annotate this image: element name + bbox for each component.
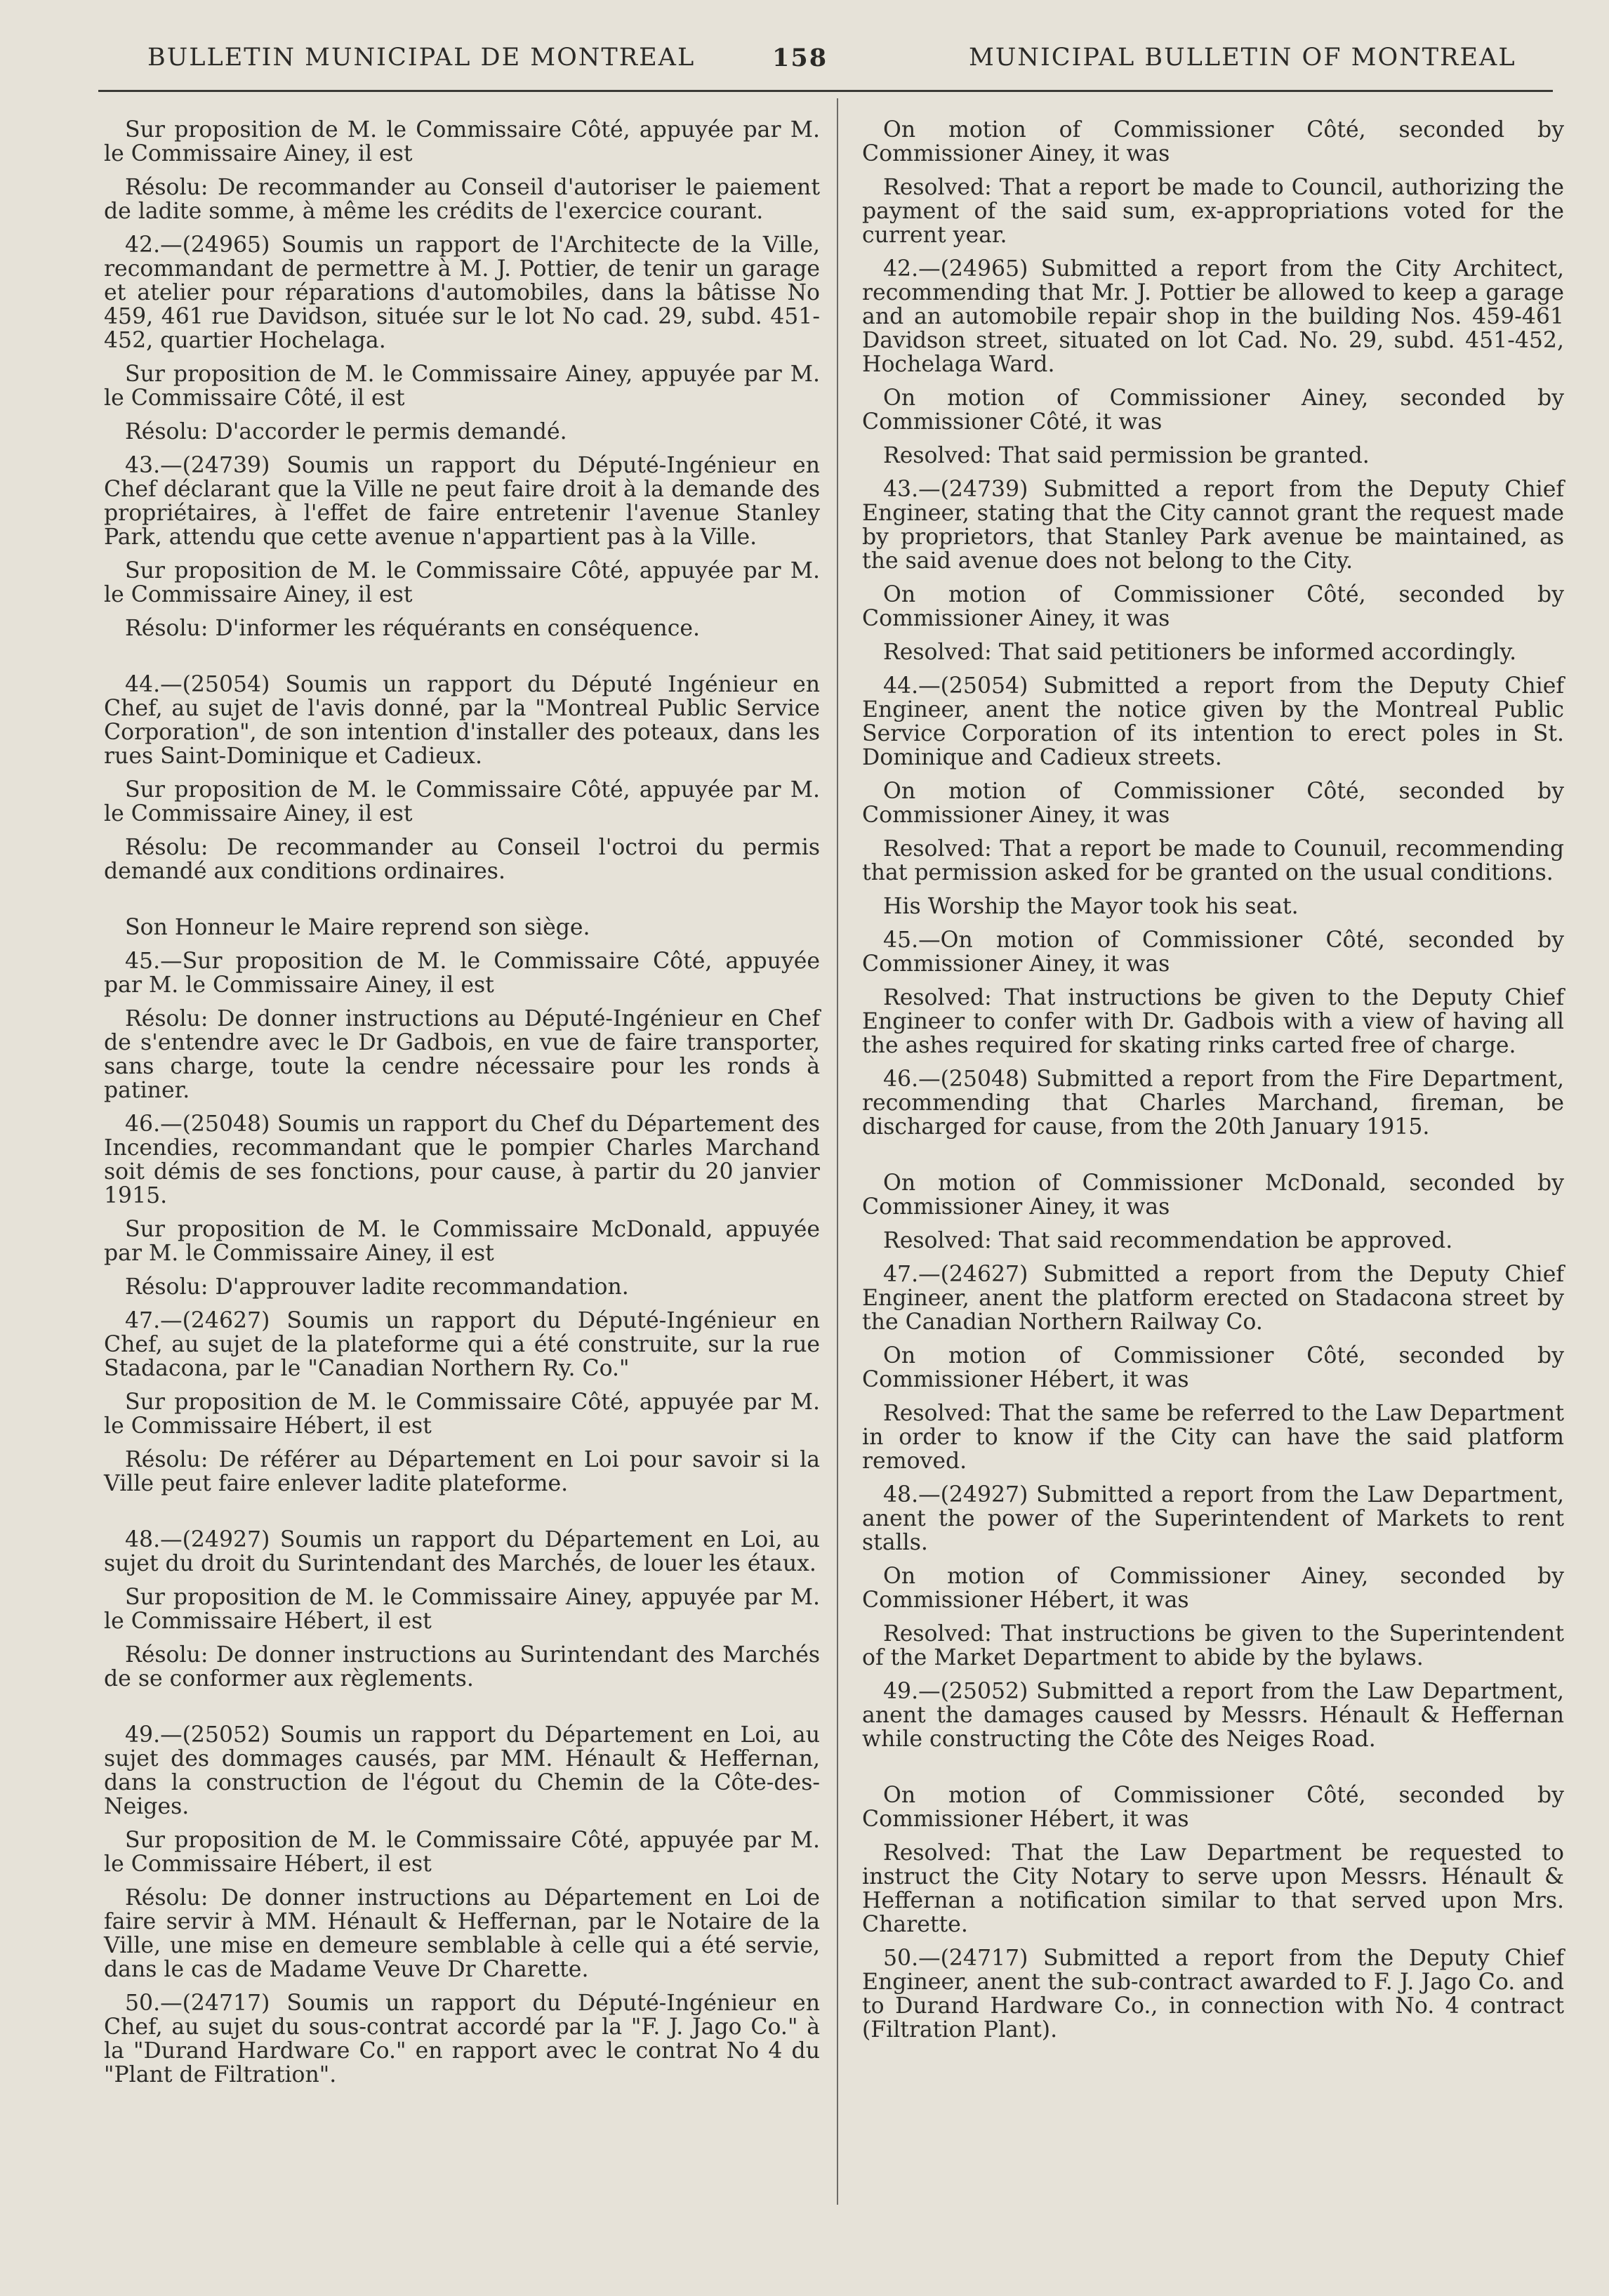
- paragraph: Resolved: That instructions be given to the Superintendent of the Market Department to abide by the bylaws.: [862, 1621, 1564, 1670]
- paragraph: Sur proposition de M. le Commissaire Côté, appuyée par M. le Commissaire Hébert, il est: [104, 1390, 820, 1439]
- paragraph: 49.—(25052) Soumis un rapport du Département en Loi, au sujet des dommages causés, par MM. Hénault & Heffernan, dans la construction de l'égout du Chemin de la Côte-des-Neiges.: [104, 1722, 820, 1819]
- paragraph: 48.—(24927) Soumis un rapport du Département en Loi, au sujet du droit du Surintendant des Marchés, de louer les étaux.: [104, 1527, 820, 1576]
- paragraph: On motion of Commissioner Côté, seconded by Commissioner Ainey, it was: [862, 117, 1564, 166]
- paragraph: Sur proposition de M. le Commissaire Côté, appuyée par M. le Commissaire Ainey, il est: [104, 558, 820, 607]
- paragraph: 46.—(25048) Submitted a report from the Fire Department, recommending that Charles Marchand, fireman, be discharged for cause, from the 20th January 1915.: [862, 1067, 1564, 1140]
- paragraph: 50.—(24717) Soumis un rapport du Député-Ingénieur en Chef, au sujet du sous-contrat accordé par la "F. J. Jago Co." à la "Durand Hardware Co." en rapport avec le contrat No 4 du "Plant de Filtration".: [104, 1991, 820, 2087]
- paragraph: 46.—(25048) Soumis un rapport du Chef du Département des Incendies, recommandant que le pompier Charles Marchand soit démis de ses fonctions, pour cause, à partir du 20 janvier 1915.: [104, 1111, 820, 1208]
- paragraph: On motion of Commissioner McDonald, seconded by Commissioner Ainey, it was: [862, 1170, 1564, 1220]
- paragraph: On motion of Commissioner Ainey, seconded by Commissioner Hébert, it was: [862, 1564, 1564, 1613]
- paragraph: On motion of Commissioner Côté, seconded by Commissioner Hébert, it was: [862, 1343, 1564, 1392]
- paragraph: Sur proposition de M. le Commissaire Côté, appuyée par M. le Commissaire Hébert, il est: [104, 1828, 820, 1877]
- paragraph: Résolu: D'accorder le permis demandé.: [125, 419, 567, 444]
- paragraph: Resolved: That instructions be given to the Deputy Chief Engineer to confer with Dr. Gadbois with a view of having all the ashes required for skating rinks carted free of charge.: [862, 985, 1564, 1058]
- paragraph: Résolu: De donner instructions au Député-Ingénieur en Chef de s'entendre avec le Dr Gadbois, en vue de faire transporter, sans charge, toute la cendre nécessaire pour les ronds à patiner.: [104, 1006, 820, 1103]
- paragraph: Sur proposition de M. le Commissaire Côté, appuyée par M. le Commissaire Ainey, il est: [104, 777, 820, 826]
- paragraph: On motion of Commissioner Côté, seconded by Commissioner Ainey, it was: [862, 582, 1564, 631]
- paragraph: 48.—(24927) Submitted a report from the Law Department, anent the power of the Superintendent of Markets to rent stalls.: [862, 1482, 1564, 1555]
- paragraph: 44.—(25054) Soumis un rapport du Député Ingénieur en Chef, au sujet de l'avis donné, par la "Montreal Public Service Corporation", de son intention d'installer des poteaux, dans les rues Saint-Dominique et Cadieux.: [104, 672, 820, 769]
- paragraph: 49.—(25052) Submitted a report from the Law Department, anent the damages caused by Messrs. Hénault & Heffernan while constructing the Côte des Neiges Road.: [862, 1679, 1564, 1752]
- paragraph: Resolved: That said permission be granted.: [883, 443, 1370, 468]
- paragraph: Sur proposition de M. le Commissaire Ainey, appuyée par M. le Commissaire Côté, il est: [104, 362, 820, 411]
- page-header: [105, 44, 1525, 93]
- paragraph: On motion of Commissioner Ainey, seconded by Commissioner Côté, it was: [862, 385, 1564, 435]
- page-number: 158: [772, 44, 828, 72]
- paragraph: 47.—(24627) Soumis un rapport du Député-Ingénieur en Chef, au sujet de la plateforme qui a été construite, sur la rue Stadacona, par le "Canadian Northern Ry. Co.": [104, 1308, 820, 1381]
- paragraph: Résolu: De recommander au Conseil d'autoriser le paiement de ladite somme, à même les crédits de l'exercice courant.: [104, 175, 820, 224]
- paragraph: Résolu: D'approuver ladite recommandation.: [125, 1274, 629, 1300]
- paragraph: Résolu: De donner instructions au Département en Loi de faire servir à MM. Hénault & Heffernan, par le Notaire de la Ville, une mise en demeure semblable à celle qui a été servie, dans le cas de Madame Veuve Dr Charette.: [104, 1885, 820, 1982]
- paragraph: 50.—(24717) Submitted a report from the Deputy Chief Engineer, anent the sub-contract awarded to F. J. Jago Co. and to Durand Hardware Co., in connection with No. 4 contract (Filtration Plant).: [862, 1946, 1564, 2043]
- paragraph: 43.—(24739) Submitted a report from the Deputy Chief Engineer, stating that the City cannot grant the request made by proprietors, that Stanley Park avenue be maintained, as the said avenue does not belong to the City.: [862, 477, 1564, 574]
- paragraph: Resolved: That the same be referred to the Law Department in order to know if the City can have the said platform removed.: [862, 1401, 1564, 1474]
- paragraph: On motion of Commissioner Côté, seconded by Commissioner Ainey, it was: [862, 779, 1564, 828]
- paragraph: Résolu: D'informer les réquérants en conséquence.: [125, 616, 700, 641]
- paragraph: His Worship the Mayor took his seat.: [883, 894, 1299, 919]
- header-english-title: MUNICIPAL BULLETIN OF MONTREAL: [969, 44, 1516, 72]
- paragraph: Resolved: That a report be made to Counuil, recommending that permission asked for be granted on the usual conditions.: [862, 836, 1564, 885]
- french-column: [104, 118, 820, 2097]
- paragraph: Resolved: That said recommendation be approved.: [883, 1228, 1453, 1253]
- paragraph: Resolved: That said petitioners be informed accordingly.: [883, 640, 1517, 665]
- paragraph: 44.—(25054) Submitted a report from the Deputy Chief Engineer, anent the notice given by the Montreal Public Service Corporation of its intention to erect poles in St. Dominique and Cadieux streets.: [862, 673, 1564, 770]
- paragraph: Résolu: De référer au Département en Loi pour savoir si la Ville peut faire enlever ladite plateforme.: [104, 1447, 820, 1496]
- paragraph: 42.—(24965) Soumis un rapport de l'Architecte de la Ville, recommandant de permettre à M. J. Pottier, de tenir un garage et atelier pour réparations d'automobiles, dans la bâtisse No 459, 461 rue Davidson, située sur le lot No cad. 29, subd. 451-452, quartier Hochelaga.: [104, 232, 820, 353]
- paragraph: Résolu: De donner instructions au Surintendant des Marchés de se conformer aux règlements.: [104, 1642, 820, 1691]
- paragraph: Sur proposition de M. le Commissaire McDonald, appuyée par M. le Commissaire Ainey, il est: [104, 1217, 820, 1266]
- paragraph: 43.—(24739) Soumis un rapport du Député-Ingénieur en Chef déclarant que la Ville ne peut faire droit à la demande des propriétaires, à l'effet de faire entretenir l'avenue Stanley Park, attendu que cette avenue n'appartient pas à la Ville.: [104, 453, 820, 550]
- header-rule: [98, 90, 1553, 92]
- paragraph: Résolu: De recommander au Conseil l'octroi du permis demandé aux conditions ordinaires.: [104, 835, 820, 884]
- paragraph: Resolved: That a report be made to Council, authorizing the payment of the said sum, ex-appropriations voted for the current year.: [862, 175, 1564, 248]
- paragraph: Son Honneur le Maire reprend son siège.: [125, 915, 590, 940]
- english-column: [862, 118, 1564, 2052]
- paragraph: 45.—On motion of Commissioner Côté, seconded by Commissioner Ainey, it was: [862, 928, 1564, 977]
- paragraph: Sur proposition de M. le Commissaire Côté, appuyée par M. le Commissaire Ainey, il est: [104, 117, 820, 166]
- paragraph: 42.—(24965) Submitted a report from the City Architect, recommending that Mr. J. Pottier be allowed to keep a garage and an automobile repair shop in the building Nos. 459-461 Davidson street, situated on lot Cad. No. 29, subd. 451-452, Hochelaga Ward.: [862, 256, 1564, 377]
- header-french-title: BULLETIN MUNICIPAL DE MONTREAL: [147, 44, 696, 72]
- paragraph: 45.—Sur proposition de M. le Commissaire Côté, appuyée par M. le Commissaire Ainey, il est: [104, 949, 820, 998]
- paragraph: On motion of Commissioner Côté, seconded by Commissioner Hébert, it was: [862, 1783, 1564, 1832]
- paragraph: Sur proposition de M. le Commissaire Ainey, appuyée par M. le Commissaire Hébert, il est: [104, 1585, 820, 1634]
- column-divider: [837, 98, 838, 2205]
- paragraph: Resolved: That the Law Department be requested to instruct the City Notary to serve upon Messrs. Hénault & Heffernan a notification similar to that served upon Mrs. Charette.: [862, 1840, 1564, 1937]
- paragraph: 47.—(24627) Submitted a report from the Deputy Chief Engineer, anent the platform erected on Stadacona street by the Canadian Northern Railway Co.: [862, 1262, 1564, 1335]
